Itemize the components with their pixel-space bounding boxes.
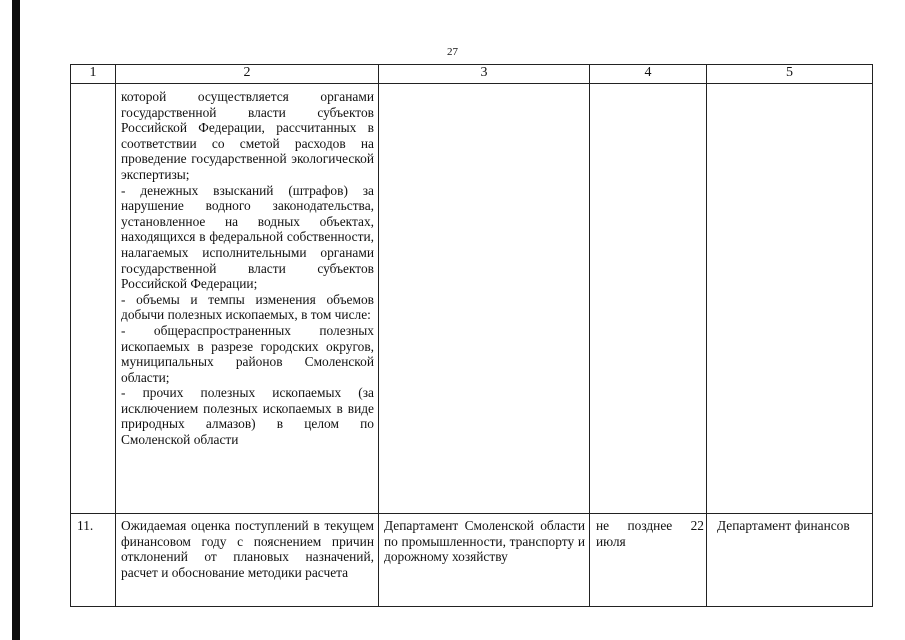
table-rule-col4 — [706, 64, 707, 607]
continuation-paragraph: - объемы и темпы изменения объемов добычи полезных ископаемых, в том числе: — [121, 291, 374, 323]
header-col-1: 1 — [89, 65, 97, 80]
header-col-5: 5 — [786, 65, 793, 80]
table-rule-col3 — [589, 64, 590, 607]
scan-edge-bar — [12, 0, 20, 640]
continuation-cell-text — [121, 89, 374, 448]
table-rule-col5 — [872, 64, 873, 607]
row-11-description: Ожидаемая оценка поступлений в текущем финансовом году с пояснением причин отклонений от плановых назначений, расчет и обоснование методики расчета — [121, 518, 374, 580]
row-11-recipient: Департамент финансов — [717, 518, 850, 533]
table-rule-bottom — [70, 606, 873, 607]
table-rule-row — [70, 513, 873, 514]
table-rule-col1 — [115, 64, 116, 607]
row-11-number: 11. — [77, 518, 94, 533]
continuation-paragraph: - прочих полезных ископаемых (за исключением полезных ископаемых в виде природных алмазов) в целом по Смоленской области — [121, 385, 374, 448]
table-rule-col0 — [70, 64, 71, 607]
header-col-3: 3 — [480, 65, 488, 80]
page-number: 27 — [447, 46, 458, 58]
continuation-paragraph: - общераспространенных полезных ископаемых в разрезе городских округов, муниципальных районов Смоленской области; — [121, 322, 374, 385]
continuation-paragraph: - денежных взысканий (штрафов) за нарушение водного законодательства, установленное на водных объектах, находящихся в федеральной собственности, налагаемых исполнительными органами государственной власти субъектов Российской Федерации; — [121, 182, 374, 292]
table-rule-col2 — [378, 64, 379, 607]
row-11-responsible: Департамент Смоленской области по промышленности, транспорту и дорожному хозяйству — [384, 518, 585, 565]
continuation-paragraph: которой осуществляется органами государственной власти субъектов Российской Федерации, рассчитанных в соответствии со сметой расходов на проведение государственной экологической экспертизы; — [121, 89, 374, 182]
row-11-deadline: не позднее 22 июля — [596, 518, 704, 549]
header-col-4: 4 — [644, 65, 652, 80]
table-rule-header — [70, 83, 873, 84]
header-col-2: 2 — [243, 65, 251, 80]
